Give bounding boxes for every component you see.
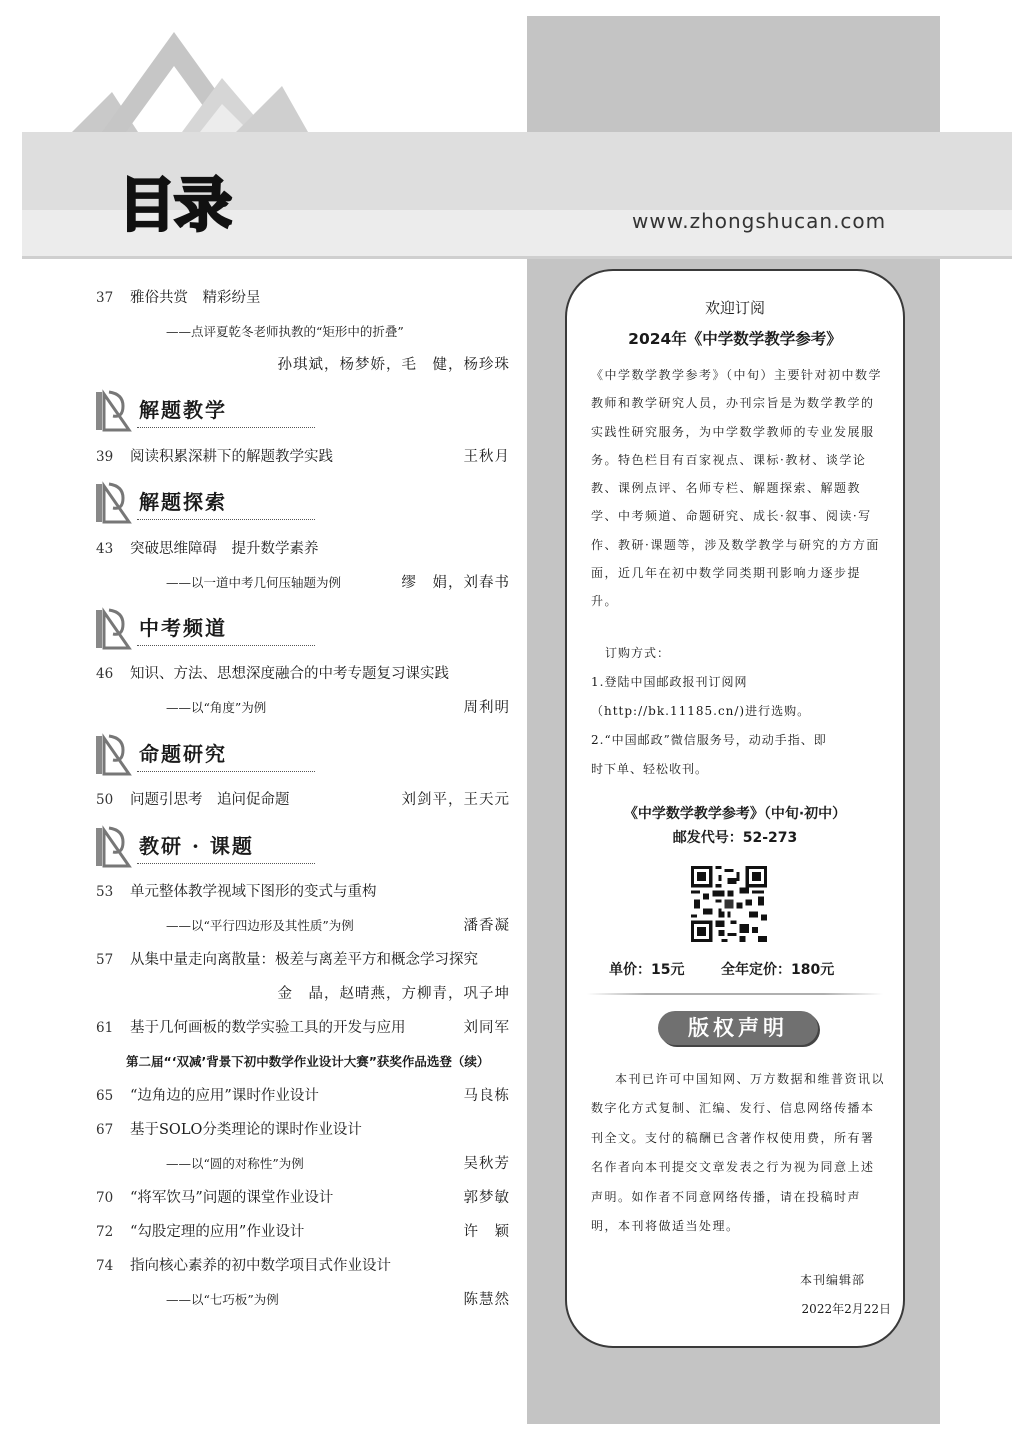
- article-authors: 吴秋芳: [463, 1156, 510, 1172]
- section-heading: [95, 606, 315, 650]
- page-number: 67: [96, 1122, 114, 1138]
- article-title: 雅俗共赏 精彩纷呈: [130, 290, 261, 306]
- article-title: 问题引思考 追问促命题: [130, 792, 290, 808]
- order-method-2: 2.“中国邮政”微信服务号，动动手指、即: [591, 733, 827, 747]
- page-number: 70: [96, 1190, 114, 1206]
- unit-price: 单价：15元: [609, 962, 685, 978]
- dotted-rule: [137, 427, 315, 428]
- set-square-icon: [95, 824, 135, 868]
- order-method-1: 1.登陆中国邮政报刊订阅网: [591, 675, 748, 689]
- website-url: www.zhongshucan.com: [632, 209, 887, 233]
- article-title: 从集中量走向离散量：极差与离差平方和概念学习探究: [130, 952, 478, 968]
- dotted-rule: [137, 519, 315, 520]
- page-title: 目录: [118, 171, 231, 239]
- toc-entry[interactable]: [96, 1016, 510, 1040]
- toc-entry[interactable]: [96, 286, 510, 310]
- section-title: 中考频道: [139, 616, 227, 640]
- toc-entry[interactable]: [96, 1220, 510, 1244]
- section-title: 解题教学: [139, 398, 227, 422]
- copyright-text: 本刊已许可中国知网、万方数据和维普资讯以数字化方式复制、汇编、发行、信息网络传播本刊全文。支付的稿酬已含著作权使用费，所有署名作者向本刊提交文章发表之行为视为同意上述声明。如作者不同意网络传播，请在投稿时声明，本刊将做适当处理。: [591, 1072, 886, 1234]
- article-authors: 周利明: [463, 700, 510, 716]
- page-number: 50: [96, 792, 114, 808]
- subscription-panel: [565, 269, 905, 1348]
- toc-entry[interactable]: [96, 788, 510, 812]
- dotted-rule: [137, 771, 315, 772]
- page-number: 61: [96, 1020, 114, 1036]
- toc-subtitle: [96, 1288, 510, 1312]
- statement-date: 2022年2月22日: [801, 1302, 891, 1316]
- article-subtitle: ——以“平行四边形及其性质”为例: [166, 918, 354, 933]
- toc-subtitle: [96, 696, 510, 720]
- section-title: 教研 · 课题: [139, 834, 254, 858]
- page-number: 65: [96, 1088, 114, 1104]
- divider: [587, 993, 883, 995]
- journal-edition: 《中学数学教学参考》（中旬·初中）: [623, 806, 847, 822]
- article-subtitle: ——以“七巧板”为例: [166, 1292, 279, 1307]
- toc-subtitle: [96, 914, 510, 938]
- section-title: 命题研究: [139, 742, 227, 766]
- dotted-rule: [137, 645, 315, 646]
- article-authors: 郭梦敏: [463, 1190, 510, 1206]
- article-title: 知识、方法、思想深度融合的中考专题复习课实践: [130, 666, 449, 682]
- toc-entry[interactable]: [96, 662, 510, 686]
- page-number: 72: [96, 1224, 114, 1240]
- journal-intro: 《中学数学教学参考》（中旬）主要针对初中数学教师和教学研究人员，办刊宗旨是为数学教学的实践性研究服务，为中学数学教师的专业发展服务。特色栏目有百家视点、课标·教材、谈学论教、课例点评、名师专栏、解题探索、解题教学、中考频道、命题研究、成长·叙事、阅读·写作、教研·课题等，涉及数学教学与研究的方方面面，近几年在初中数学同类期刊影响力逐步提升。: [591, 368, 883, 609]
- toc-entry[interactable]: [96, 1084, 510, 1108]
- toc-entry[interactable]: [96, 1118, 510, 1142]
- section-heading: [95, 480, 315, 524]
- toc-entry[interactable]: [96, 880, 510, 904]
- toc-authors-line: [96, 353, 510, 377]
- postal-code: 邮发代号：52-273: [672, 830, 798, 846]
- article-subtitle: ——点评夏乾冬老师执教的“矩形中的折叠”: [166, 324, 404, 339]
- page-number: 37: [96, 290, 114, 306]
- article-title: “将军饮马”问题的课堂作业设计: [130, 1190, 334, 1206]
- toc-entry[interactable]: [96, 1254, 510, 1278]
- article-authors: 王秋月: [463, 449, 510, 465]
- article-title: 基于几何画板的数学实验工具的开发与应用: [130, 1020, 406, 1036]
- toc-entry[interactable]: [96, 948, 510, 972]
- order-method-1-url[interactable]: （http://bk.11185.cn/)进行选购。: [591, 704, 811, 718]
- qr-code-icon[interactable]: [691, 866, 767, 942]
- article-authors: 潘香凝: [463, 918, 510, 934]
- copyright-badge: 版权声明: [658, 1011, 818, 1045]
- article-title: 单元整体教学视域下图形的变式与重构: [130, 884, 377, 900]
- article-title: 基于SOLO分类理论的课时作业设计: [130, 1122, 362, 1138]
- section-heading: [95, 732, 315, 776]
- page-number: 53: [96, 884, 114, 900]
- toc-subtitle: [96, 320, 510, 344]
- article-subtitle: ——以一道中考几何压轴题为例: [166, 575, 342, 590]
- order-method-2-cont: 时下单、轻松收刊。: [591, 762, 709, 776]
- set-square-icon: [95, 606, 135, 650]
- article-authors: 孙琪斌，杨梦娇，毛 健，杨珍珠: [277, 357, 510, 373]
- contest-heading: [126, 1050, 521, 1074]
- article-title: “勾股定理的应用”作业设计: [130, 1224, 305, 1240]
- page-number: 57: [96, 952, 114, 968]
- set-square-icon: [95, 388, 135, 432]
- page-number: 46: [96, 666, 114, 682]
- article-title: 突破思维障碍 提升数学素养: [130, 541, 319, 557]
- toc-entry[interactable]: [96, 445, 510, 469]
- article-authors: 陈慧然: [463, 1292, 510, 1308]
- article-authors: 许 颖: [463, 1224, 510, 1240]
- toc-entry[interactable]: [96, 537, 510, 561]
- article-title: “边角边的应用”课时作业设计: [130, 1088, 319, 1104]
- page-number: 74: [96, 1258, 114, 1274]
- welcome-heading: 欢迎订阅: [704, 299, 765, 317]
- contest-title: 第二届“‘双减’背景下初中数学作业设计大赛”获奖作品选登（续）: [126, 1054, 490, 1069]
- journal-title: 2024年《中学数学教学参考》: [628, 330, 842, 348]
- set-square-icon: [95, 732, 135, 776]
- article-title: 指向核心素养的初中数学项目式作业设计: [130, 1258, 391, 1274]
- toc-entry[interactable]: [96, 1186, 510, 1210]
- section-heading: [95, 388, 315, 432]
- article-subtitle: ——以“角度”为例: [166, 700, 267, 715]
- editor-signature: 本刊编辑部: [799, 1273, 865, 1287]
- section-heading: [95, 824, 315, 868]
- page-number: 39: [96, 449, 114, 465]
- article-authors: 刘剑平，王天元: [401, 792, 510, 808]
- order-methods-title: 订购方式：: [605, 646, 671, 660]
- article-authors: 刘同军: [463, 1020, 510, 1036]
- dotted-rule: [137, 863, 315, 864]
- article-authors: 马良栋: [463, 1088, 510, 1104]
- annual-price: 全年定价：180元: [721, 962, 835, 978]
- section-title: 解题探索: [139, 490, 227, 514]
- article-subtitle: ——以“圆的对称性”为例: [166, 1156, 304, 1171]
- article-authors: 缪 娟，刘春书: [401, 575, 510, 591]
- toc-authors-line: [96, 982, 510, 1006]
- article-authors: 金 晶，赵晴燕，方柳青，巩子坤: [277, 986, 510, 1002]
- toc-subtitle: [96, 571, 510, 595]
- article-title: 阅读积累深耕下的解题教学实践: [130, 449, 333, 465]
- page-number: 43: [96, 541, 114, 557]
- toc-subtitle: [96, 1152, 510, 1176]
- set-square-icon: [95, 480, 135, 524]
